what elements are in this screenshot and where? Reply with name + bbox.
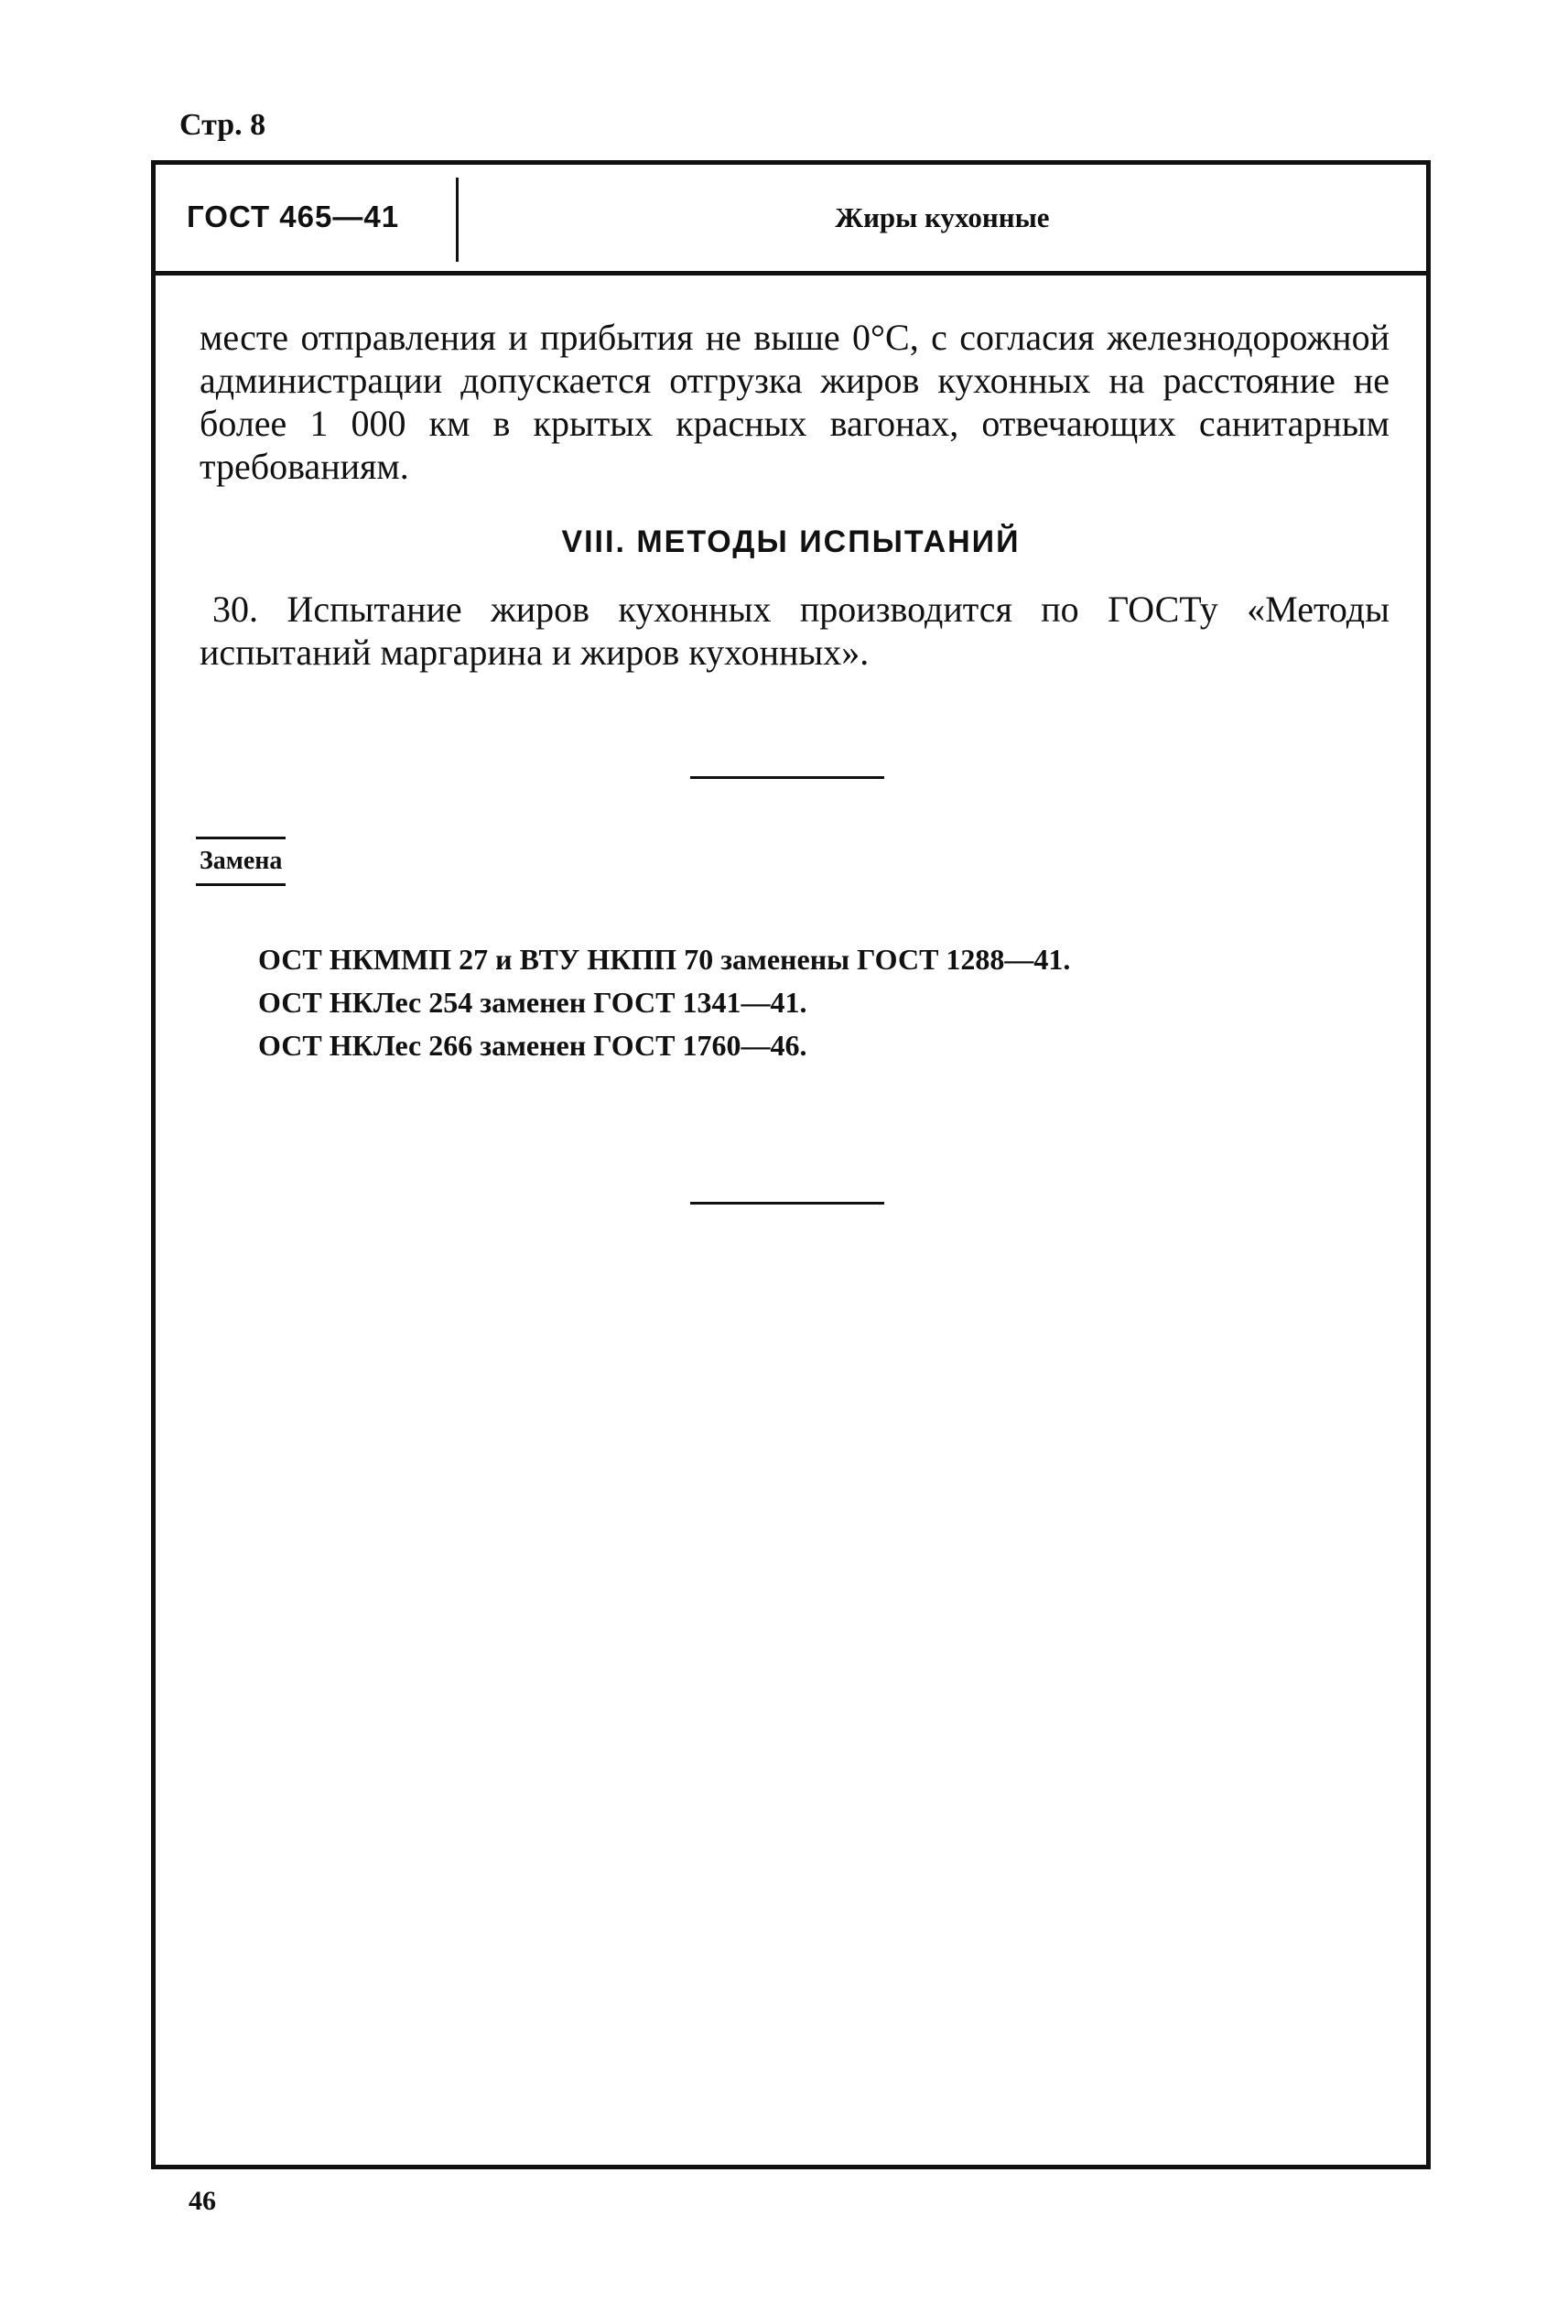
replacement-item: ОСТ НКММП 27 и ВТУ НКПП 70 заменены ГОСТ 1288—41. [258,943,1071,976]
header [156,165,1426,276]
separator-line [690,776,884,779]
page-number-top: Стр. 8 [179,108,266,142]
document-title: Жиры кухонные [835,201,1050,233]
paragraph-30: 30. Испытание жиров кухонных производится по ГОСТу «Методы испытаний маргарина и жиров кухонных». [200,589,1390,673]
end-separator-line [690,1202,884,1205]
section-title: VIII. МЕТОДЫ ИСПЫТАНИЙ [561,524,1021,559]
paragraph-continued: месте отправления и прибытия не выше 0°С, с согласия железнодорожной администрации допускается отгрузка жиров кухонных на расстояние не более 1 000 км в крытых красных вагонах, отвечающих санитарным требованиям. [200,317,1390,487]
replacement-item: ОСТ НКЛес 266 заменен ГОСТ 1760—46. [258,1029,807,1062]
standard-code: ГОСТ 465—41 [187,200,400,233]
page-number-bottom: 46 [189,2186,216,2216]
replacement-item: ОСТ НКЛес 254 заменен ГОСТ 1341—41. [258,986,807,1019]
page-frame [151,160,1431,2169]
replacement-list [258,938,1070,1067]
replacement-label: Замена [196,837,286,886]
